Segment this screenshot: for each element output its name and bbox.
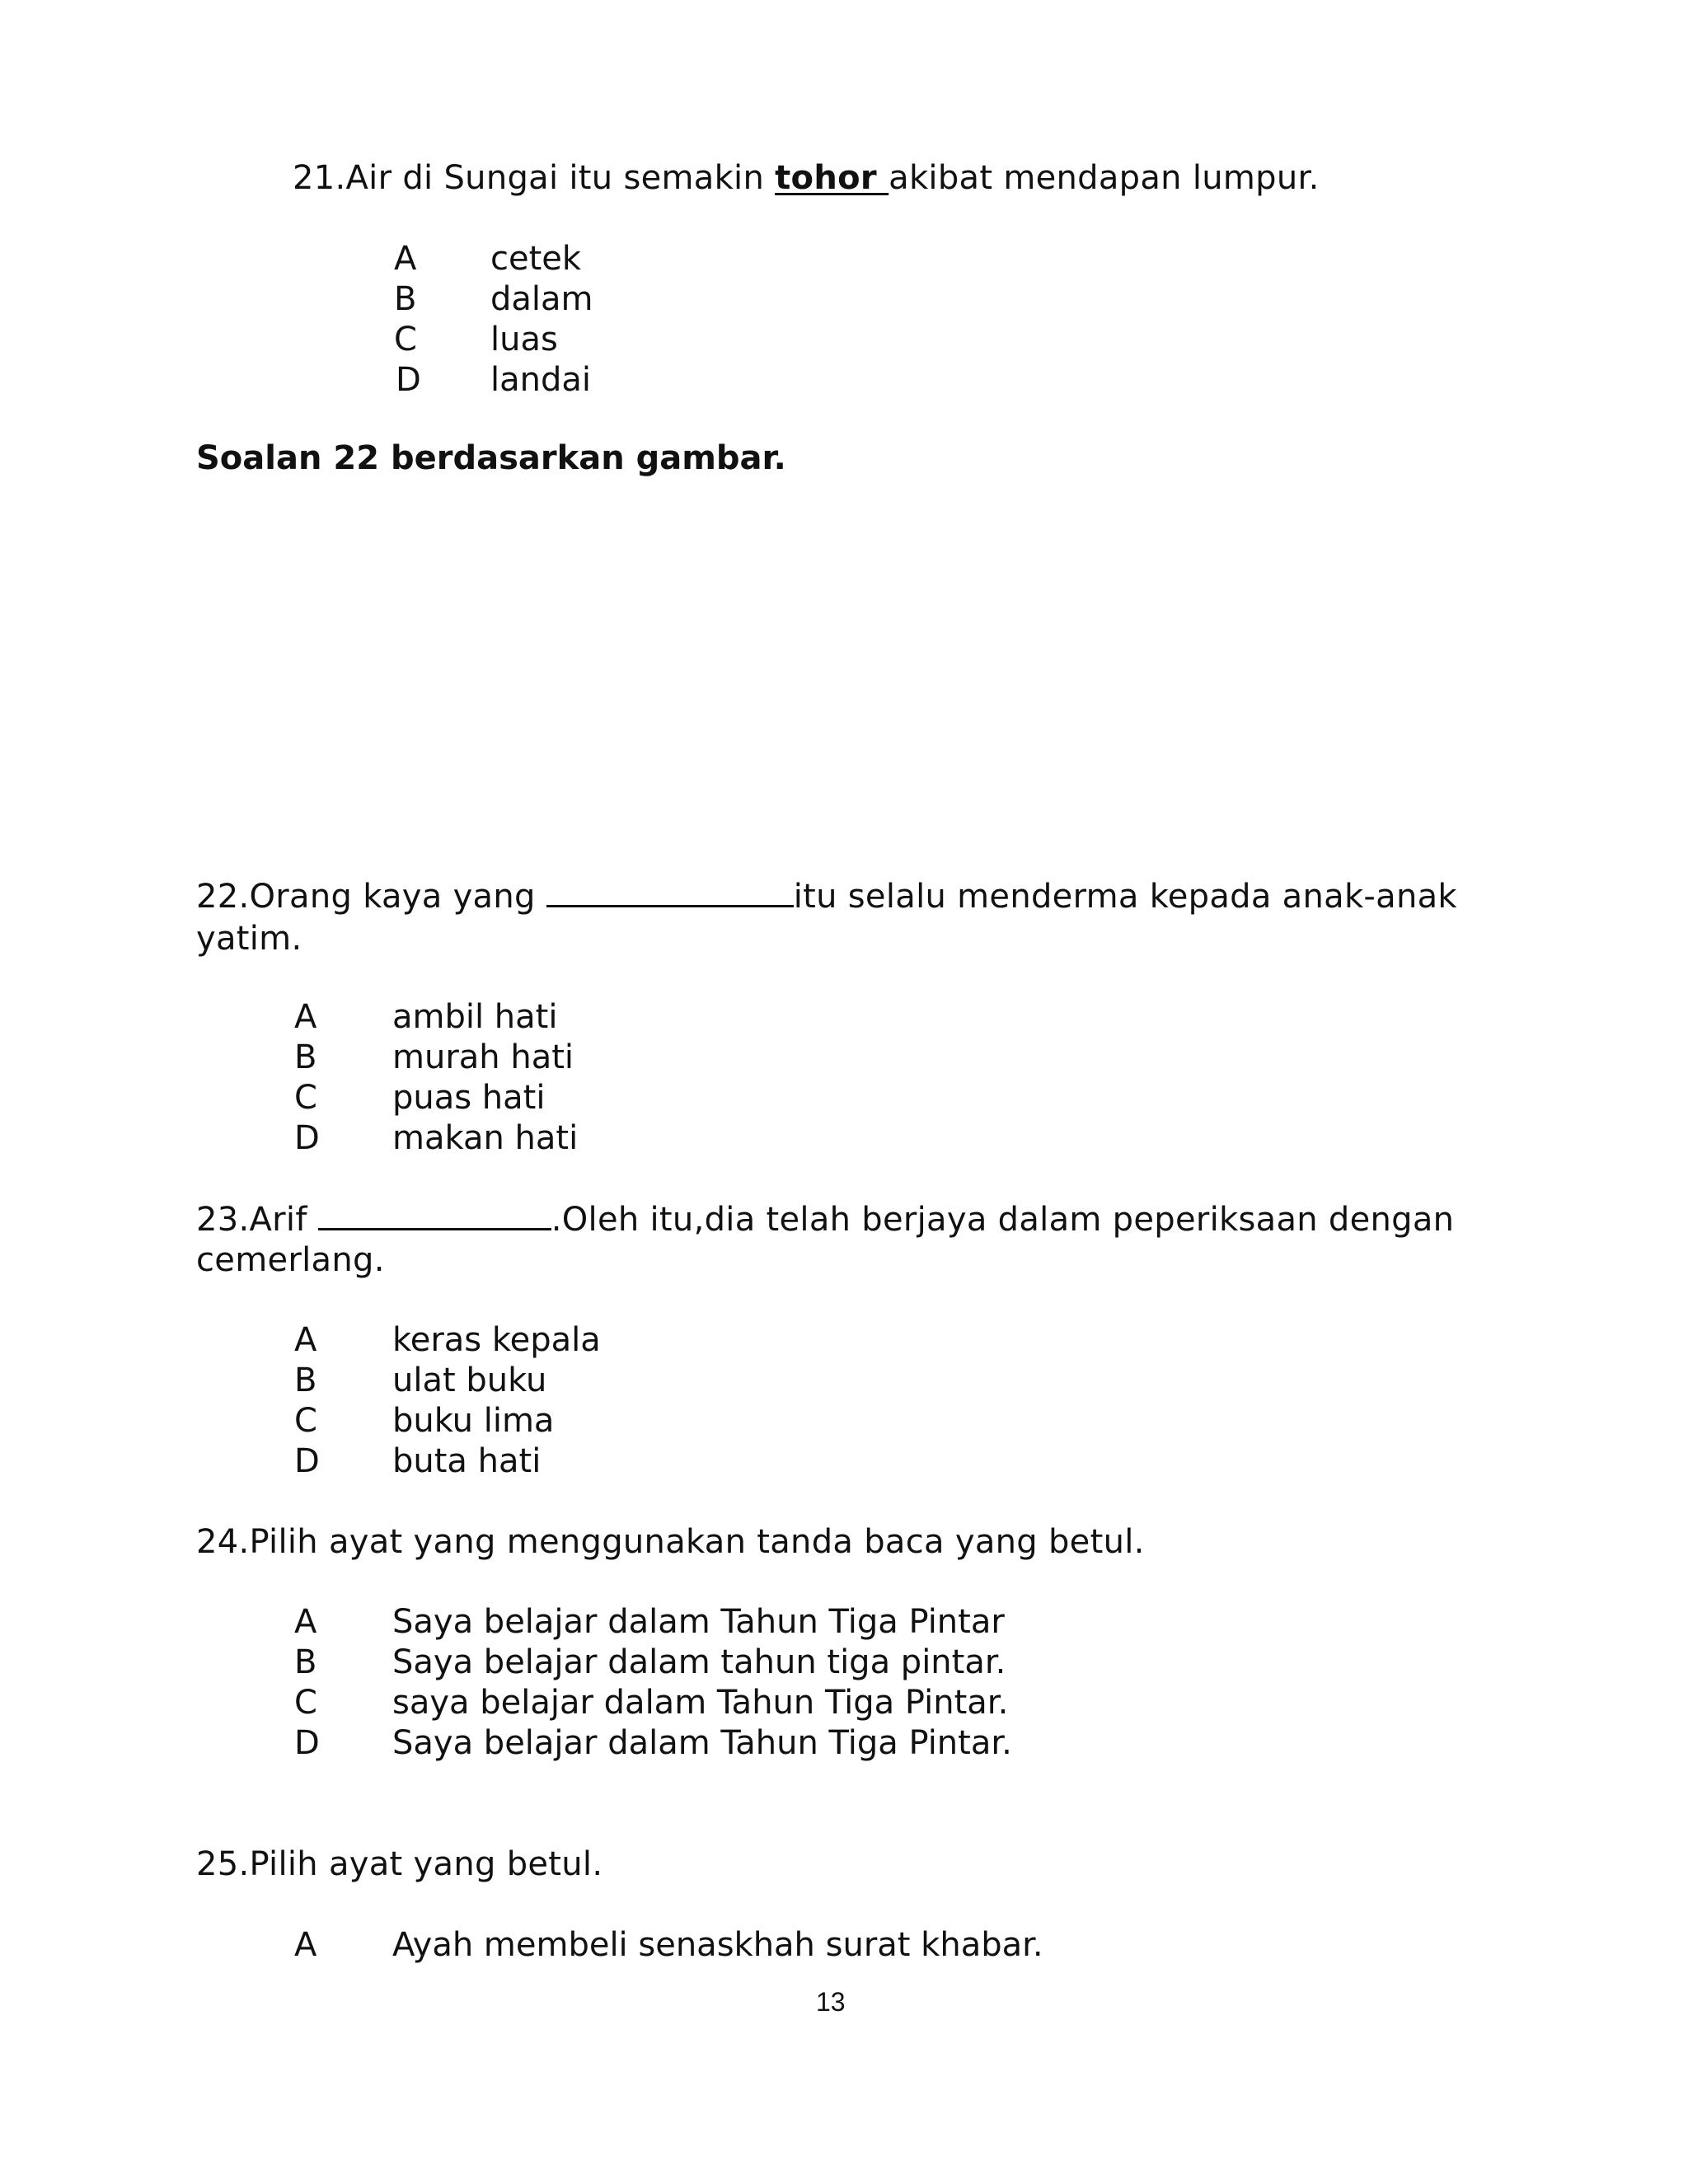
q23-option-b-text[interactable]: ulat buku — [392, 1361, 547, 1399]
q24-option-d-text[interactable]: Saya belajar dalam Tahun Tiga Pintar. — [392, 1724, 1012, 1762]
answer-blank — [318, 1200, 551, 1230]
answer-blank — [546, 877, 794, 907]
question-23-text-after: .Oleh itu,dia telah berjaya dalam peperiksaan dengan — [551, 1201, 1455, 1239]
q25-option-a-letter: A — [294, 1926, 317, 1964]
q21-option-a-text[interactable]: cetek — [490, 240, 582, 278]
q22-option-c-text[interactable]: puas hati — [392, 1079, 546, 1117]
q21-option-c-text[interactable]: luas — [490, 321, 558, 359]
q24-option-a-letter: A — [294, 1603, 317, 1641]
question-24-stem: 24.Pilih ayat yang menggunakan tanda baca yang betul. — [196, 1523, 1145, 1561]
q22-option-b-text[interactable]: murah hati — [392, 1038, 574, 1076]
q21-option-c-letter: C — [394, 321, 417, 359]
q24-option-a-text[interactable]: Saya belajar dalam Tahun Tiga Pintar — [392, 1603, 1005, 1641]
q21-option-b-text[interactable]: dalam — [490, 280, 593, 318]
q25-option-a-text[interactable]: Ayah membeli senaskhah surat khabar. — [392, 1926, 1043, 1964]
question-21-text-before: Air di Sungai itu semakin — [345, 159, 776, 197]
q23-option-c-text[interactable]: buku lima — [392, 1402, 555, 1440]
q23-option-a-text[interactable]: keras kepala — [392, 1321, 601, 1359]
question-23-line1 — [196, 1199, 1454, 1240]
q23-option-d-text[interactable]: buta hati — [392, 1442, 542, 1480]
question-22-line2: yatim. — [196, 920, 302, 958]
question-22-text-after: itu selalu menderma kepada anak-anak — [793, 878, 1457, 916]
q22-option-b-letter: B — [294, 1038, 317, 1076]
q24-option-d-letter: D — [294, 1724, 320, 1762]
q21-option-a-letter: A — [394, 240, 417, 278]
question-23-line2: cemerlang. — [196, 1241, 385, 1279]
question-23-text-before: 23.Arif — [196, 1201, 318, 1239]
question-22-text-before: 22.Orang kaya yang — [196, 878, 546, 916]
question-21-number: 21. — [293, 159, 346, 197]
q24-option-b-letter: B — [294, 1643, 317, 1681]
q22-option-c-letter: C — [294, 1079, 317, 1117]
q21-option-b-letter: B — [394, 280, 417, 318]
q22-option-d-text[interactable]: makan hati — [392, 1119, 579, 1157]
q23-option-b-letter: B — [294, 1361, 317, 1399]
question-21-keyword: tohor — [775, 159, 889, 197]
q22-option-d-letter: D — [294, 1119, 320, 1157]
question-21-text-after: akibat mendapan lumpur. — [889, 159, 1320, 197]
q23-option-c-letter: C — [294, 1402, 317, 1440]
q23-option-a-letter: A — [294, 1321, 317, 1359]
q24-option-c-text[interactable]: saya belajar dalam Tahun Tiga Pintar. — [392, 1684, 1009, 1722]
page-number: 13 — [816, 1987, 846, 2017]
q24-option-c-letter: C — [294, 1684, 317, 1722]
q24-option-b-text[interactable]: Saya belajar dalam tahun tiga pintar. — [392, 1643, 1006, 1681]
q21-option-d-text[interactable]: landai — [490, 361, 591, 399]
q22-option-a-letter: A — [294, 998, 317, 1036]
question-22-line1 — [196, 876, 1457, 917]
q23-option-d-letter: D — [294, 1442, 320, 1480]
question-25-stem: 25.Pilih ayat yang betul. — [196, 1845, 603, 1883]
section-heading: Soalan 22 berdasarkan gambar. — [196, 439, 786, 477]
q22-option-a-text[interactable]: ambil hati — [392, 998, 558, 1036]
question-21-stem — [293, 157, 1320, 199]
q21-option-d-letter: D — [396, 361, 421, 399]
